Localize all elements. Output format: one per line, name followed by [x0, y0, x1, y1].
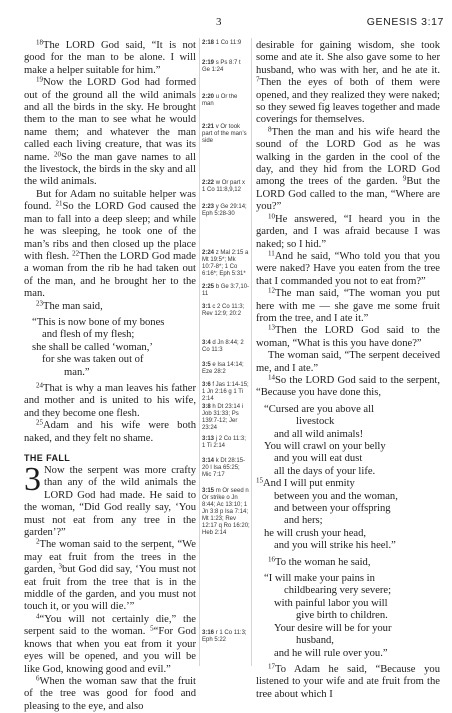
verse-paragraph: $^8$Then the man and his wife heard the sound of the LORD God as he was walking in the garden in the cool of the day, and they hid from the LORD God among the trees of the garden. $^9$But the LORD God called to the man, “Where are you?” — [256, 125, 440, 213]
verse-paragraph: $^{24}$That is why a man leaves his father and mother and is united to his wife, and they become one flesh. — [24, 381, 196, 419]
cross-reference: 2:19 s Ps 8:7 t Ge 1:24 — [202, 60, 241, 73]
poem-block: “I will make your pains in childbearing very severe; with painful labor you will give birth to children. Your desire will be for your husband, and he will rule over you.” — [264, 573, 392, 659]
section-heading: THE FALL — [24, 453, 71, 463]
verse-paragraph: $^4$“You will not certainly die,” the serpent said to the woman. $^5$“For God knows that when you eat from it your eyes will be opened, and you will be like God, knowing good and evil.” — [24, 612, 196, 675]
left-text-column — [24, 40, 196, 713]
cross-reference: 3:5 e Isa 14:14; Eze 28:2 — [202, 362, 244, 375]
cross-reference: 2:21 v Or took part of the man’s side — [202, 124, 247, 144]
verse-paragraph: $^{19}$Now the LORD God had formed out of the ground all the wild animals and all the birds in the sky. He brought them to the man to see what he would name them; and whatever the man called each living creature, that was its name. $^{20}$So the man gave names to all the livestock, the birds in the sky and all the wild animals. — [24, 75, 196, 188]
cross-reference: 3:16 r 1 Co 11:3; Eph 5:22 — [202, 630, 247, 643]
chapter-opening: 3 Now the serpent was more crafty than any of the wild animals the LORD God had made. He said to the woman, “Did God really say, ‘You must not eat from any tree in the garden’?” — [24, 461, 196, 539]
cross-reference: 3:4 d Jn 8:44; 2 Co 11:3 — [202, 340, 244, 353]
verse-paragraph: $^{13}$Then the LORD God said to the woman, “What is this you have done?” — [256, 323, 440, 349]
cross-reference: 3:8 h Dt 23:14 i Job 31:33; Ps 139:7-12; Jer 23:24 — [202, 404, 244, 431]
cross-reference: 3:15 m Or seed n Or strike o Jn 8:44; Ac 13:10; 1 Jn 3:8 p Isa 7:14; Mt 1:23; Rev 12:17 q Ro 16:20; Heb 2:14 — [202, 488, 250, 536]
poem-block: “Cursed are you above all livestock and all wild animals! You will crawl on your belly and you will eat dust all the days of your life. $^{15}$And I will put enmity between you and the woman, and between your offspring and hers; he will crush your head, and you will strike his heel.” — [256, 403, 398, 552]
cross-reference: 3:6 f Jas 1:14-15; 1 Jn 2:16 g 1 Ti 2:14 — [202, 382, 249, 402]
verse-paragraph: $^{17}$To Adam he said, “Because you listened to your wife and ate fruit from the tree about which I — [256, 662, 440, 700]
cross-reference: 3:1 c 2 Co 11:3; Rev 12:9; 20:2 — [202, 304, 245, 317]
verse-paragraph: $^{16}$To the woman he said, — [268, 555, 371, 568]
cross-reference: 2:23 y Ge 29:14; Eph 5:28-30 — [202, 204, 247, 217]
running-head: GENESIS 3:17 — [366, 16, 444, 28]
right-text-column — [256, 40, 440, 701]
cross-reference: 3:14 k Dt 28:15-20 l Isa 65:25; Mic 7:17 — [202, 458, 246, 478]
cross-reference: 3:13 j 2 Co 11:3; 1 Ti 2:14 — [202, 436, 246, 449]
verse-paragraph: $^{12}$The man said, “The woman you put here with me — she gave me some fruit from the tree, and I ate it.” — [256, 286, 440, 324]
verse-paragraph: $^{18}$The LORD God said, “It is not good for the man to be alone. I will make a helper suitable for him.” — [24, 38, 196, 76]
cross-reference: 2:20 u Or the man — [202, 94, 238, 107]
verse-paragraph: $^{11}$And he said, “Who told you that you were naked? Have you eaten from the tree that I commanded you not to eat from?” — [256, 249, 440, 287]
cross-reference: 2:24 z Mal 2:15 a Mt 19:5*; Mk 10:7-8*; 1 Co 6:16*; Eph 5:31* — [202, 250, 249, 277]
chapter-number: 3 — [24, 461, 41, 498]
poem-block: “This is now bone of my bones and flesh of my flesh; she shall be called ‘woman,’ for she was taken out of man.” — [32, 316, 165, 378]
verse-paragraph: desirable for gaining wisdom, she took some and ate it. She also gave some to her husband, who was with her, and he ate it. $^7$Then the eyes of both of them were opened, and they realized they were naked; so they sewed fig leaves together and made coverings for themselves. — [256, 40, 440, 126]
verse-paragraph: $^{14}$So the LORD God said to the serpent, “Because you have done this, — [256, 373, 440, 399]
verse-paragraph: The woman said, “The serpent deceived me, and I ate.” — [256, 350, 440, 374]
cross-reference: 2:18 1 Co 11:9 — [202, 40, 242, 46]
verse-paragraph: But for Adam no suitable helper was found. $^{21}$So the LORD God caused the man to fall into a deep sleep; and while he was sleeping, he took one of the man’s ribs and then closed up the place with flesh. $^{22}$Then the LORD God made a woman from the rib he had taken out of the man, and he brought her to the man. — [24, 188, 196, 300]
cross-reference: 2:25 b Ge 3:7,10-11 — [202, 284, 250, 297]
column-divider-left — [199, 38, 200, 666]
verse-paragraph: $^{25}$Adam and his wife were both naked, and they felt no shame. — [24, 418, 196, 444]
verse-paragraph: $^{10}$He answered, “I heard you in the garden, and I was afraid because I was naked; so I hid.” — [256, 212, 440, 250]
verse-paragraph: $^2$The woman said to the serpent, “We may eat fruit from the trees in the garden, $^3$but God did say, ‘You must not eat fruit from the tree that is in the middle of the garden, and you must not touch it, or you will die.’” — [24, 537, 196, 613]
cross-reference: 2:22 w Or part x 1 Co 11:8,9,12 — [202, 180, 246, 193]
verse-paragraph: $^{23}$The man said, — [36, 299, 103, 312]
column-divider-right — [251, 38, 252, 666]
verse-paragraph: $^6$When the woman saw that the fruit of the tree was good for food and pleasing to the eye, and also — [24, 674, 196, 712]
page-number: 3 — [216, 16, 222, 28]
